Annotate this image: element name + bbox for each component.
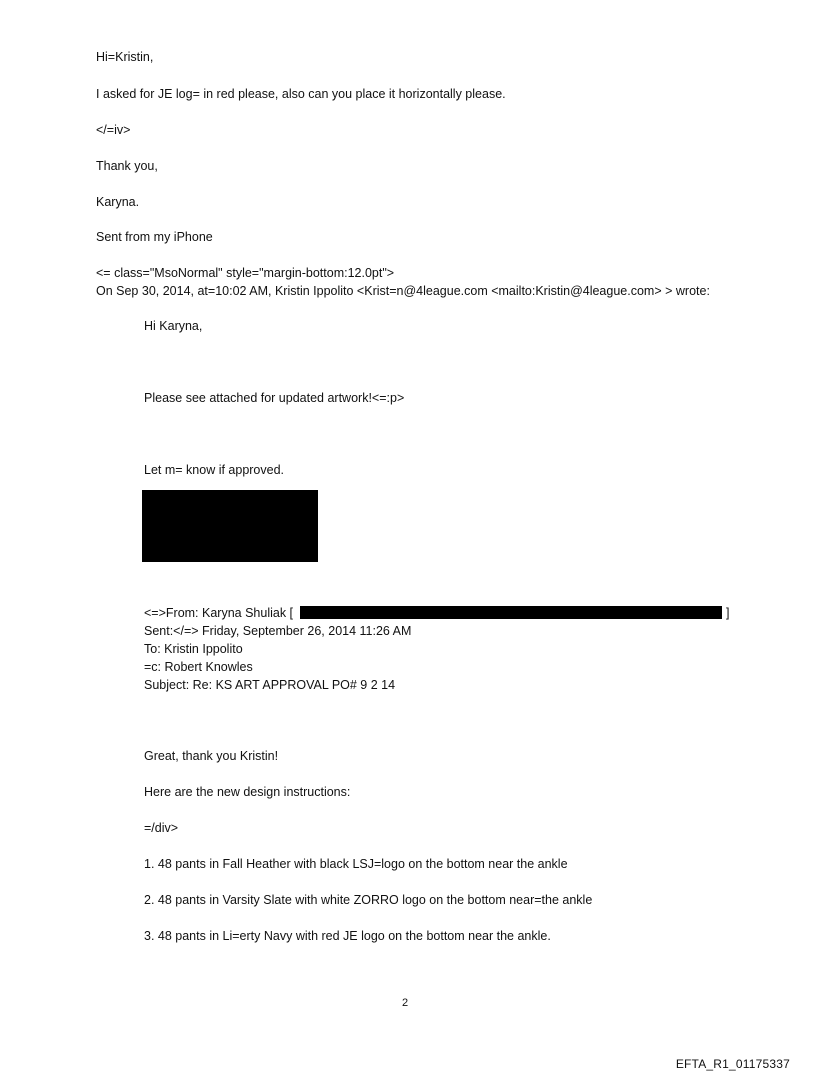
signature: Karyna.: [96, 195, 140, 209]
reply-approval: Let m= know if approved.: [144, 463, 285, 477]
quote-header: On Sep 30, 2014, at=10:02 AM, Kristin Ippolito <Krist=n@4league.com <mailto:Kristin@4league.com> > wrote:: [96, 284, 710, 298]
bates-number: EFTA_R1_01175337: [675, 1057, 790, 1071]
list-item: 1. 48 pants in Fall Heather with black LSJ=logo on the bottom near the ankle: [144, 857, 568, 871]
request-text: I asked for JE log= in red please, also can you place it horizontally please.: [96, 87, 506, 101]
sent-from-text: Sent from my iPhone: [96, 230, 213, 244]
reply-body: Please see attached for updated artwork!<=:p>: [144, 391, 405, 405]
greeting: Hi=Kristin,: [96, 50, 154, 64]
page-number: 2: [402, 997, 409, 1009]
redacted-email-address: [300, 606, 722, 619]
forwarded-thanks: Great, thank you Kristin!: [144, 749, 279, 763]
forwarded-intro: Here are the new design instructions:: [144, 785, 351, 799]
forwarded-sent: Sent:</=> Friday, September 26, 2014 11:26 AM: [144, 624, 412, 638]
forwarded-to: To: Kristin Ippolito: [144, 642, 243, 656]
thanks-text: Thank you,: [96, 159, 158, 173]
forwarded-from-suffix: ]: [726, 606, 730, 620]
reply-greeting: Hi Karyna,: [144, 319, 203, 333]
forwarded-cc: =c: Robert Knowles: [144, 660, 253, 674]
div-artifact: </=iv>: [96, 123, 131, 137]
forwarded-div-artifact: =/div>: [144, 821, 179, 835]
redacted-signature-block: [142, 490, 318, 562]
list-item: 3. 48 pants in Li=erty Navy with red JE logo on the bottom near the ankle.: [144, 929, 551, 943]
forwarded-from-prefix: <=>From: Karyna Shuliak [: [144, 606, 294, 620]
list-item: 2. 48 pants in Varsity Slate with white ZORRO logo on the bottom near=the ankle: [144, 893, 593, 907]
forwarded-subject: Subject: Re: KS ART APPROVAL PO# 9 2 14: [144, 678, 396, 692]
class-artifact: <= class="MsoNormal" style="margin-bottom:12.0pt">: [96, 266, 395, 280]
